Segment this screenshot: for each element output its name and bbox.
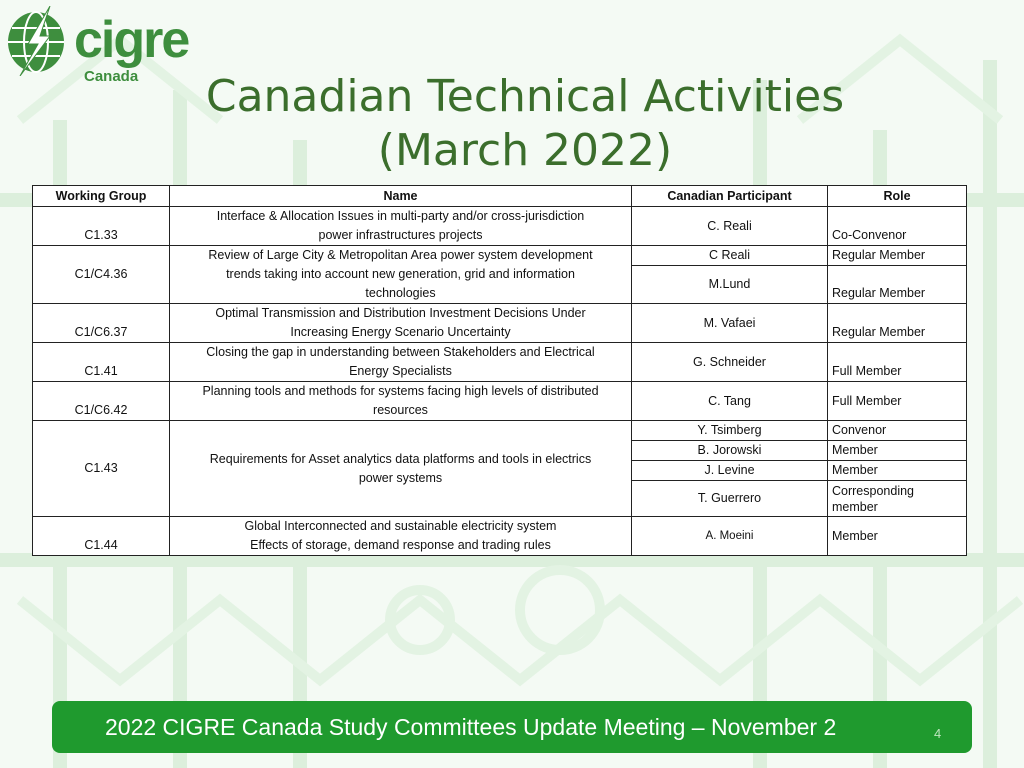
name-line: Increasing Energy Scenario Uncertainty [290, 325, 511, 339]
name-line: Requirements for Asset analytics data platforms and tools in electrics [209, 451, 592, 466]
group-name-cell [170, 343, 632, 382]
footer-text: 2022 CIGRE Canada Study Committees Update Meeting – November 2 [105, 714, 837, 740]
page-subtitle: (March 2022) [377, 125, 673, 176]
name-line: resources [373, 403, 428, 417]
role-cell: Regular Member [828, 304, 967, 343]
role-cell: Full Member [828, 382, 967, 421]
role-cell: Full Member [828, 343, 967, 382]
header-name: Name [170, 186, 632, 207]
working-group-cell: C1/C4.36 [33, 246, 170, 304]
logo-wordmark: cigre [74, 11, 189, 69]
group-name-cell [170, 421, 632, 517]
participant-cell: C Reali [632, 246, 828, 266]
participant-cell: Y. Tsimberg [632, 421, 828, 441]
name-line: Optimal Transmission and Distribution Investment Decisions Under [215, 306, 586, 320]
group-name-cell [170, 304, 632, 343]
name-line: Closing the gap in understanding between Stakeholders and Electrical [206, 345, 595, 359]
globe-lightning-icon [6, 6, 68, 76]
working-group-cell: C1.44 [33, 517, 170, 556]
role-line: member [832, 500, 878, 514]
header-working-group: Working Group [33, 186, 170, 207]
group-name-cell [170, 382, 632, 421]
logo-subtitle: Canada [84, 68, 139, 85]
name-line: Energy Specialists [349, 364, 452, 378]
name-line: power infrastructures projects [318, 228, 483, 242]
table-row [33, 382, 967, 421]
header-role: Role [828, 186, 967, 207]
role-cell: Regular Member [828, 246, 967, 266]
role-cell [828, 481, 967, 517]
table-row [33, 517, 967, 556]
name-line: power systems [358, 470, 443, 485]
table-header-row [33, 186, 967, 207]
name-line: Planning tools and methods for systems facing high levels of distributed [202, 384, 599, 398]
role-cell: Regular Member [828, 266, 967, 304]
role-cell: Convenor [828, 421, 967, 441]
participant-cell: J. Levine [632, 461, 828, 481]
working-group-cell: C1.43 [33, 421, 170, 517]
participant-cell: M. Vafaei [632, 304, 828, 343]
working-group-cell: C1.33 [33, 207, 170, 246]
participant-cell: C. Tang [632, 382, 828, 421]
working-group-cell: C1/C6.42 [33, 382, 170, 421]
role-cell: Member [828, 441, 967, 461]
name-line: Review of Large City & Metropolitan Area power system development [208, 248, 593, 262]
participant-cell: T. Guerrero [632, 481, 828, 517]
role-line: Corresponding [832, 484, 914, 498]
table-row [33, 421, 967, 441]
header-participant: Canadian Participant [632, 186, 828, 207]
name-line: Interface & Allocation Issues in multi-party and/or cross-jurisdiction [216, 209, 585, 223]
footer-banner [52, 701, 972, 753]
name-line: trends taking into account new generation, grid and information [226, 267, 575, 281]
group-name-cell [170, 517, 632, 556]
role-cell: Member [828, 461, 967, 481]
name-line: Global Interconnected and sustainable electricity system [244, 519, 557, 533]
table-row [33, 207, 967, 246]
participant-cell: A. Moeini [632, 517, 828, 556]
working-groups-table [32, 185, 967, 556]
participant-cell: M.Lund [632, 266, 828, 304]
role-cell: Member [828, 517, 967, 556]
working-group-cell: C1/C6.37 [33, 304, 170, 343]
group-name-cell [170, 246, 632, 304]
table-row [33, 246, 967, 266]
participant-cell: B. Jorowski [632, 441, 828, 461]
table-row [33, 343, 967, 382]
participant-cell: C. Reali [632, 207, 828, 246]
name-line: Effects of storage, demand response and trading rules [250, 538, 551, 552]
page-number: 4 [934, 726, 942, 741]
participant-cell: G. Schneider [632, 343, 828, 382]
role-cell: Co-Convenor [828, 207, 967, 246]
table-row [33, 304, 967, 343]
name-line: technologies [365, 286, 436, 300]
page-title: Canadian Technical Activities [205, 71, 845, 122]
working-group-cell: C1.41 [33, 343, 170, 382]
group-name-cell [170, 207, 632, 246]
